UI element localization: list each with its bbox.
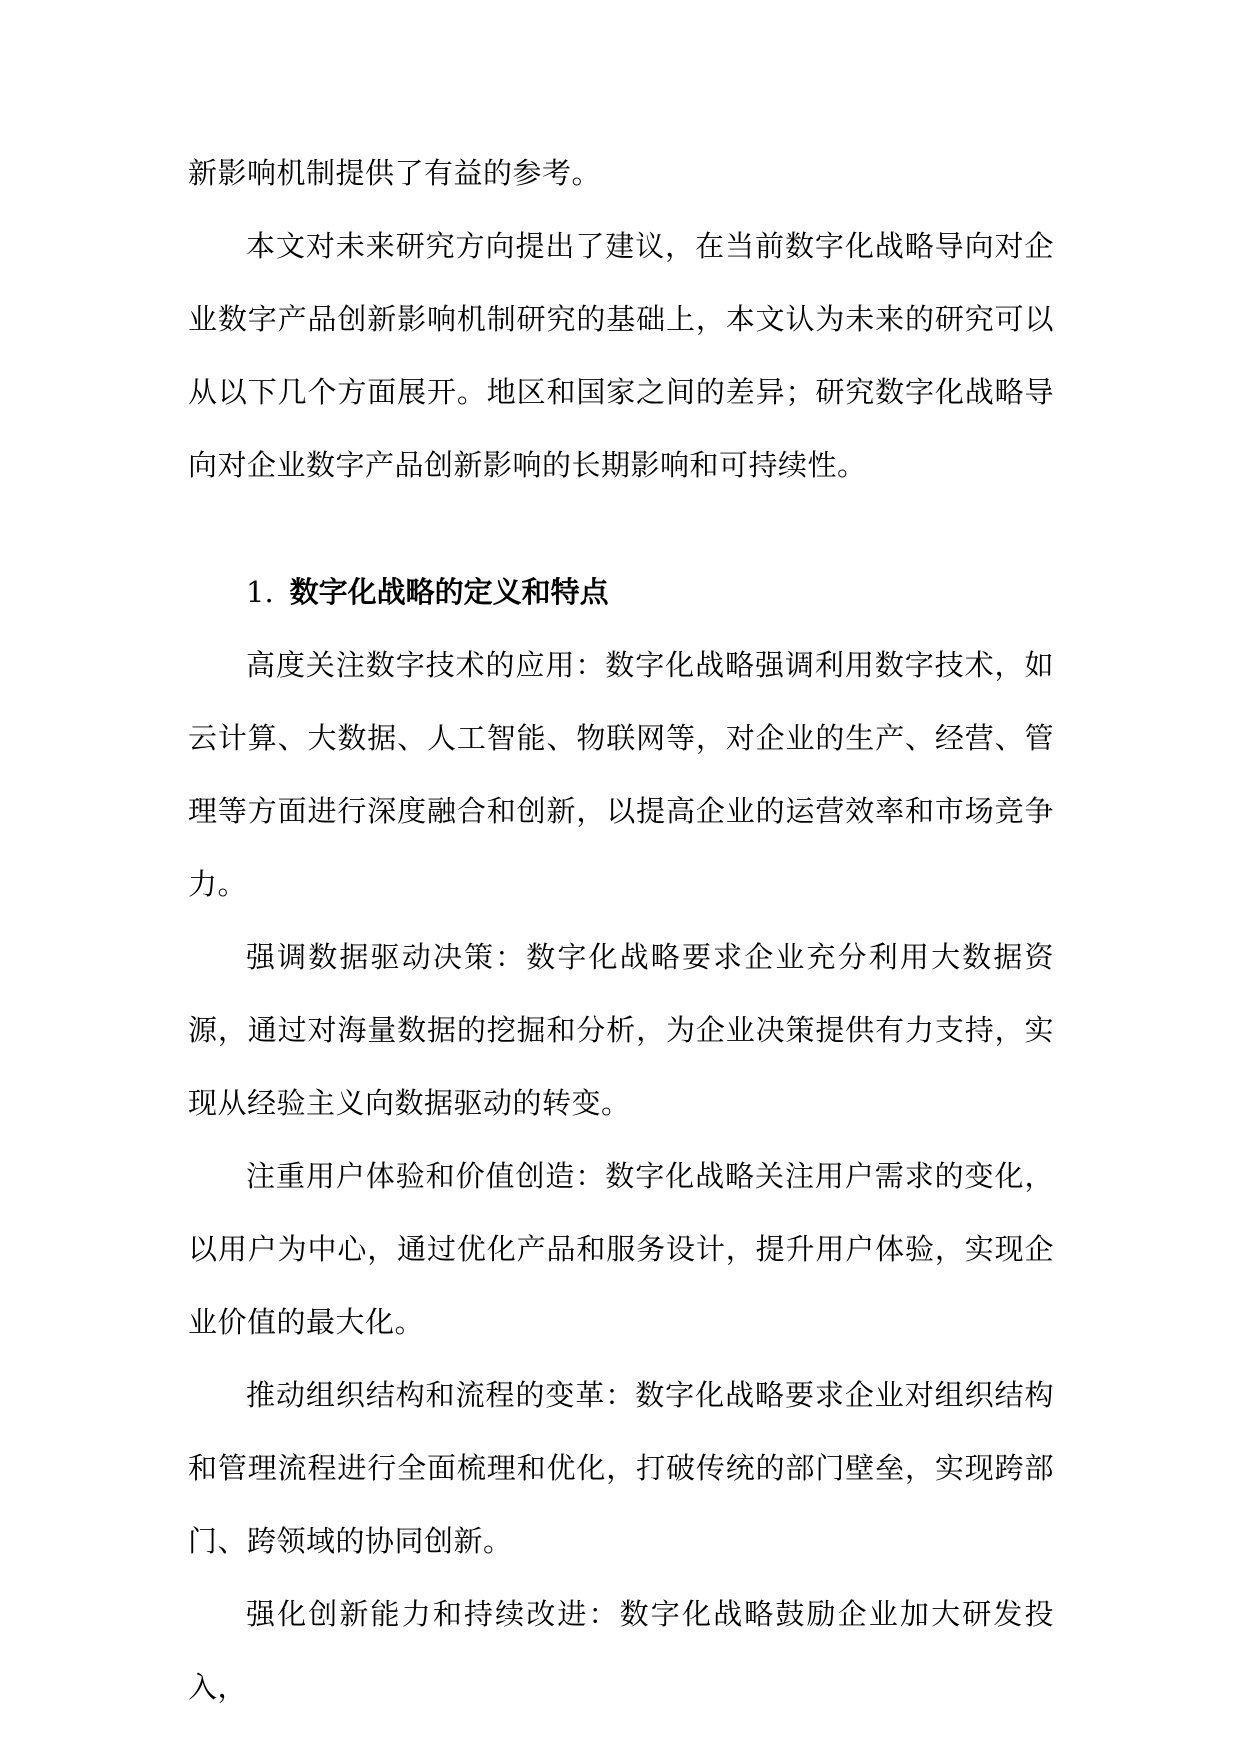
paragraph-innovation: 强化创新能力和持续改进：数字化战略鼓励企业加大研发投入， — [188, 1597, 1054, 1704]
section-heading — [188, 556, 1054, 629]
paragraph-data-driven: 强调数据驱动决策：数字化战略要求企业充分利用大数据资源，通过对海量数据的挖掘和分析，为企业决策提供有力支持，实现从经验主义向数据驱动的转变。 — [188, 940, 1054, 1120]
section-title: 数字化战略的定义和特点 — [289, 575, 609, 609]
paragraph-continuation: 新影响机制提供了有益的参考。 — [188, 156, 602, 190]
document-body — [188, 137, 1054, 1724]
paragraph-digital-tech: 高度关注数字技术的应用：数字化战略强调利用数字技术，如云计算、大数据、人工智能、物联网等，对企业的生产、经营、管理等方面进行深度融合和创新，以提高企业的运营效率和市场竞争力。 — [188, 648, 1054, 901]
paragraph-user-experience: 注重用户体验和价值创造：数字化战略关注用户需求的变化，以用户为中心，通过优化产品和服务设计，提升用户体验，实现企业价值的最大化。 — [188, 1159, 1054, 1339]
paragraph-future-research: 本文对未来研究方向提出了建议，在当前数字化战略导向对企业数字产品创新影响机制研究的基础上，本文认为未来的研究可以从以下几个方面展开。地区和国家之间的差异；研究数字化战略导向对企业数字产品创新影响的长期影响和可持续性。 — [188, 229, 1054, 482]
paragraph-org-change: 推动组织结构和流程的变革：数字化战略要求企业对组织结构和管理流程进行全面梳理和优化，打破传统的部门壁垒，实现跨部门、跨领域的协同创新。 — [188, 1378, 1054, 1558]
section-number: 1. — [246, 575, 274, 609]
